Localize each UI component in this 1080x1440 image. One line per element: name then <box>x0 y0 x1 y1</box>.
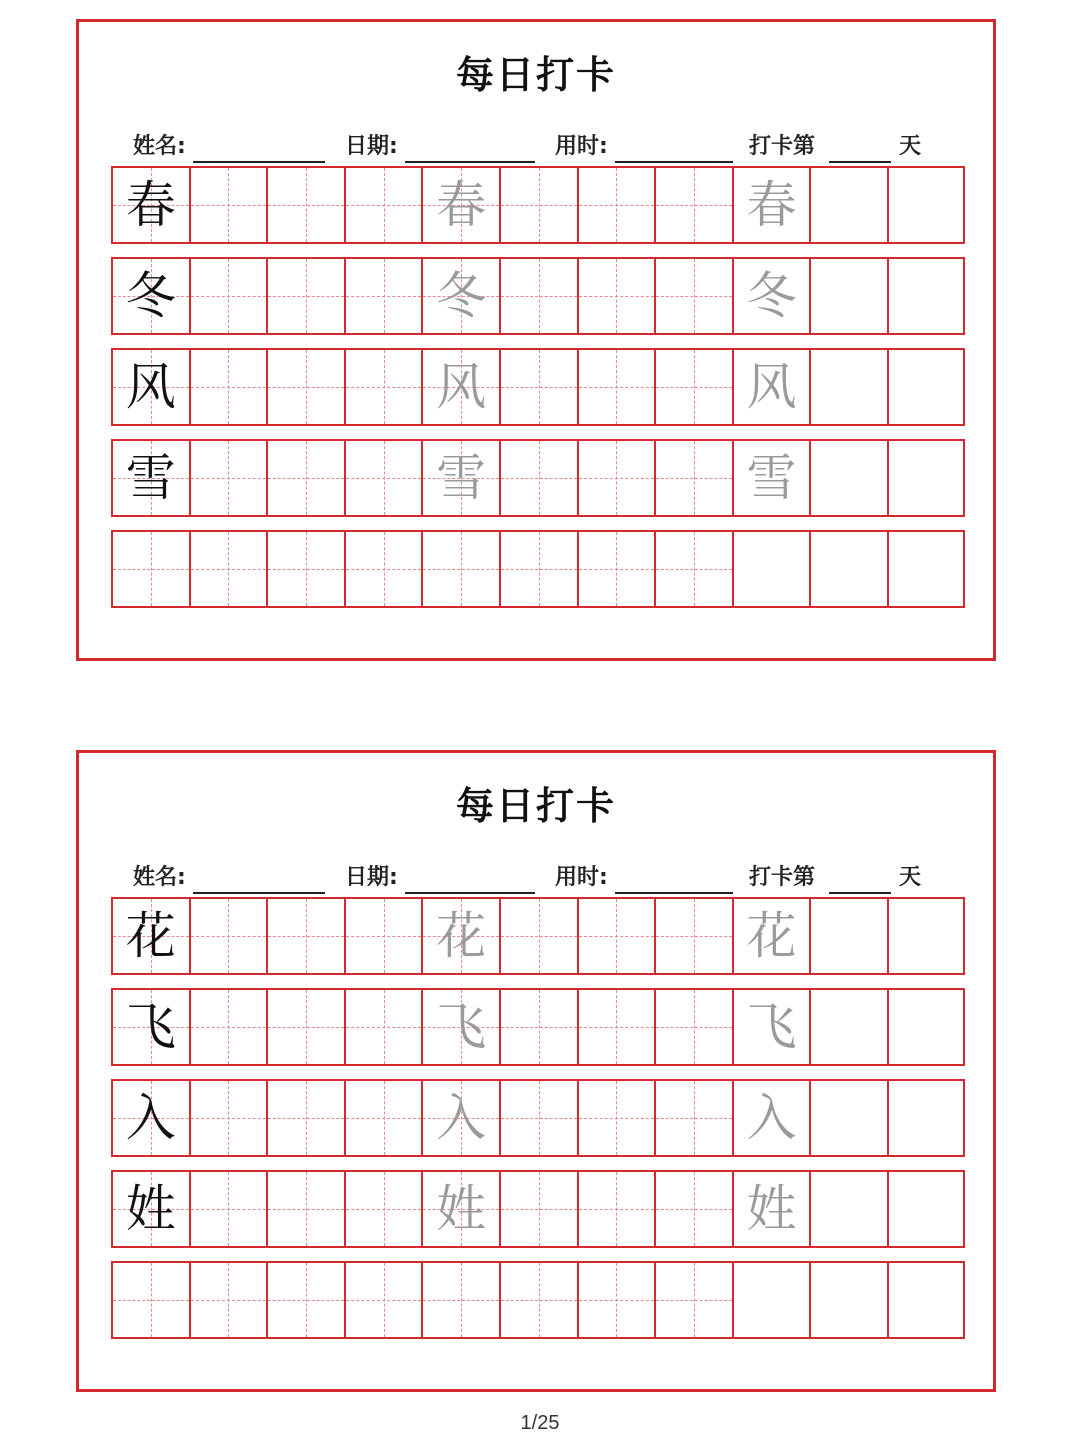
vertical-guide-line <box>616 259 617 333</box>
trace-character: 风 <box>746 358 797 416</box>
worksheet-2 <box>76 750 996 1392</box>
writing-cell[interactable] <box>734 350 812 424</box>
writing-cell[interactable] <box>191 1263 269 1337</box>
vertical-guide-line <box>616 1172 617 1246</box>
writing-cell[interactable] <box>423 990 501 1064</box>
writing-cell[interactable] <box>889 1081 967 1155</box>
writing-cell[interactable] <box>656 259 734 333</box>
writing-cell[interactable] <box>113 532 191 606</box>
writing-cell[interactable] <box>734 899 812 973</box>
checkin-field <box>749 125 949 165</box>
writing-cell[interactable] <box>889 350 967 424</box>
writing-cell[interactable] <box>501 1172 579 1246</box>
vertical-guide-line <box>461 1263 462 1337</box>
name-blank-line[interactable] <box>193 892 325 894</box>
vertical-guide-line <box>384 532 385 606</box>
vertical-guide-line <box>539 532 540 606</box>
date-field <box>345 856 545 896</box>
writing-cell[interactable] <box>191 1081 269 1155</box>
vertical-guide-line <box>306 259 307 333</box>
vertical-guide-line <box>228 990 229 1064</box>
vertical-guide-line <box>694 990 695 1064</box>
model-character: 入 <box>125 1089 176 1147</box>
writing-cell[interactable] <box>656 990 734 1064</box>
vertical-guide-line <box>539 990 540 1064</box>
writing-cell[interactable] <box>191 899 269 973</box>
vertical-guide-line <box>151 532 152 606</box>
writing-cell[interactable] <box>579 1172 657 1246</box>
writing-cell[interactable] <box>501 899 579 973</box>
time-blank-line[interactable] <box>615 161 733 163</box>
writing-cell[interactable] <box>579 899 657 973</box>
writing-cell[interactable] <box>811 1081 889 1155</box>
writing-cell[interactable] <box>268 441 346 515</box>
name-label: 姓名: <box>133 865 186 890</box>
vertical-guide-line <box>461 532 462 606</box>
vertical-guide-line <box>539 259 540 333</box>
writing-cell[interactable] <box>889 168 967 242</box>
vertical-guide-line <box>384 441 385 515</box>
date-blank-line[interactable] <box>405 161 535 163</box>
vertical-guide-line <box>151 1263 152 1337</box>
practice-row <box>111 988 965 1066</box>
writing-cell[interactable] <box>346 532 424 606</box>
vertical-guide-line <box>694 350 695 424</box>
practice-row <box>111 166 965 244</box>
writing-cell[interactable] <box>811 350 889 424</box>
vertical-guide-line <box>694 259 695 333</box>
writing-cell[interactable] <box>268 532 346 606</box>
vertical-guide-line <box>228 532 229 606</box>
vertical-guide-line <box>228 1081 229 1155</box>
writing-cell[interactable] <box>811 1172 889 1246</box>
writing-cell[interactable] <box>656 1263 734 1337</box>
time-blank-line[interactable] <box>615 892 733 894</box>
writing-cell[interactable] <box>346 259 424 333</box>
name-blank-line[interactable] <box>193 161 325 163</box>
vertical-guide-line <box>228 168 229 242</box>
writing-cell[interactable] <box>889 1263 967 1337</box>
writing-cell[interactable] <box>656 441 734 515</box>
model-character: 雪 <box>125 449 176 507</box>
vertical-guide-line <box>694 1081 695 1155</box>
writing-cell[interactable] <box>268 350 346 424</box>
vertical-guide-line <box>694 168 695 242</box>
writing-cell[interactable] <box>734 990 812 1064</box>
vertical-guide-line <box>616 350 617 424</box>
writing-cell[interactable] <box>268 990 346 1064</box>
writing-cell[interactable] <box>889 899 967 973</box>
writing-cell[interactable] <box>191 441 269 515</box>
vertical-guide-line <box>694 899 695 973</box>
writing-cell[interactable] <box>889 441 967 515</box>
vertical-guide-line <box>539 899 540 973</box>
trace-character: 花 <box>436 907 487 965</box>
writing-cell[interactable] <box>501 259 579 333</box>
writing-cell[interactable] <box>811 899 889 973</box>
name-field <box>133 125 333 165</box>
name-label: 姓名: <box>133 134 186 159</box>
writing-cell[interactable] <box>113 441 191 515</box>
time-field <box>555 125 755 165</box>
vertical-guide-line <box>384 899 385 973</box>
trace-character: 雪 <box>436 449 487 507</box>
writing-cell[interactable] <box>579 441 657 515</box>
writing-cell[interactable] <box>734 1081 812 1155</box>
day-suffix: 天 <box>899 134 922 159</box>
vertical-guide-line <box>228 441 229 515</box>
writing-cell[interactable] <box>889 1172 967 1246</box>
trace-character: 姓 <box>746 1180 797 1238</box>
writing-cell[interactable] <box>423 441 501 515</box>
vertical-guide-line <box>306 532 307 606</box>
writing-cell[interactable] <box>268 899 346 973</box>
writing-cell[interactable] <box>423 1263 501 1337</box>
trace-character: 春 <box>746 176 797 234</box>
writing-cell[interactable] <box>579 532 657 606</box>
trace-character: 花 <box>746 907 797 965</box>
page-indicator: 1/25 <box>520 1412 560 1434</box>
writing-cell[interactable] <box>423 350 501 424</box>
writing-cell[interactable] <box>113 990 191 1064</box>
writing-cell[interactable] <box>501 350 579 424</box>
writing-cell[interactable] <box>579 1081 657 1155</box>
time-field <box>555 856 755 896</box>
model-character: 花 <box>125 907 176 965</box>
trace-character: 冬 <box>436 267 487 325</box>
vertical-guide-line <box>384 1081 385 1155</box>
writing-cell[interactable] <box>501 1081 579 1155</box>
writing-cell[interactable] <box>501 990 579 1064</box>
writing-cell[interactable] <box>889 532 967 606</box>
vertical-guide-line <box>616 1263 617 1337</box>
vertical-guide-line <box>616 990 617 1064</box>
checkin-blank-line[interactable] <box>829 892 891 894</box>
practice-grid <box>111 897 965 1352</box>
writing-cell[interactable] <box>889 259 967 333</box>
model-character: 春 <box>125 176 176 234</box>
practice-row <box>111 439 965 517</box>
vertical-guide-line <box>616 441 617 515</box>
model-character: 冬 <box>125 267 176 325</box>
checkin-label: 打卡第 <box>749 134 816 159</box>
writing-cell[interactable] <box>191 1172 269 1246</box>
date-field <box>345 125 545 165</box>
checkin-label: 打卡第 <box>749 865 816 890</box>
writing-cell[interactable] <box>113 1263 191 1337</box>
model-character: 飞 <box>125 998 176 1056</box>
worksheet-title: 每日打卡 <box>455 53 616 97</box>
date-label: 日期: <box>345 865 398 890</box>
trace-character: 姓 <box>436 1180 487 1238</box>
vertical-guide-line <box>694 532 695 606</box>
vertical-guide-line <box>539 1081 540 1155</box>
writing-cell[interactable] <box>579 259 657 333</box>
writing-cell[interactable] <box>501 168 579 242</box>
writing-cell[interactable] <box>734 1263 812 1337</box>
vertical-guide-line <box>616 1081 617 1155</box>
writing-cell[interactable] <box>579 350 657 424</box>
vertical-guide-line <box>694 1263 695 1337</box>
model-character: 姓 <box>125 1180 176 1238</box>
vertical-guide-line <box>384 1263 385 1337</box>
time-label: 用时: <box>555 865 608 890</box>
info-row <box>79 125 993 165</box>
vertical-guide-line <box>384 1172 385 1246</box>
practice-grid <box>111 166 965 621</box>
practice-row <box>111 897 965 975</box>
date-blank-line[interactable] <box>405 892 535 894</box>
writing-cell[interactable] <box>656 899 734 973</box>
vertical-guide-line <box>694 441 695 515</box>
trace-character: 飞 <box>436 998 487 1056</box>
trace-character: 雪 <box>746 449 797 507</box>
writing-cell[interactable] <box>423 532 501 606</box>
trace-character: 入 <box>746 1089 797 1147</box>
vertical-guide-line <box>228 1263 229 1337</box>
date-label: 日期: <box>345 134 398 159</box>
vertical-guide-line <box>694 1172 695 1246</box>
writing-cell[interactable] <box>191 990 269 1064</box>
vertical-guide-line <box>306 168 307 242</box>
writing-cell[interactable] <box>656 168 734 242</box>
vertical-guide-line <box>228 350 229 424</box>
vertical-guide-line <box>539 441 540 515</box>
worksheet-title: 每日打卡 <box>455 784 616 828</box>
practice-row <box>111 530 965 608</box>
writing-cell[interactable] <box>268 168 346 242</box>
vertical-guide-line <box>306 1263 307 1337</box>
trace-character: 飞 <box>746 998 797 1056</box>
vertical-guide-line <box>539 1263 540 1337</box>
writing-cell[interactable] <box>191 168 269 242</box>
writing-cell[interactable] <box>113 350 191 424</box>
writing-cell[interactable] <box>113 899 191 973</box>
writing-cell[interactable] <box>734 168 812 242</box>
checkin-blank-line[interactable] <box>829 161 891 163</box>
writing-cell[interactable] <box>579 1263 657 1337</box>
writing-cell[interactable] <box>113 1081 191 1155</box>
worksheet-1 <box>76 19 996 661</box>
writing-cell[interactable] <box>346 899 424 973</box>
writing-cell[interactable] <box>423 259 501 333</box>
practice-row <box>111 1170 965 1248</box>
writing-cell[interactable] <box>423 1172 501 1246</box>
writing-cell[interactable] <box>268 259 346 333</box>
writing-cell[interactable] <box>268 1263 346 1337</box>
writing-cell[interactable] <box>113 259 191 333</box>
writing-cell[interactable] <box>423 168 501 242</box>
writing-cell[interactable] <box>346 1263 424 1337</box>
vertical-guide-line <box>384 990 385 1064</box>
trace-character: 春 <box>436 176 487 234</box>
writing-cell[interactable] <box>346 168 424 242</box>
practice-row <box>111 1261 965 1339</box>
writing-cell[interactable] <box>268 1172 346 1246</box>
writing-cell[interactable] <box>268 1081 346 1155</box>
writing-cell[interactable] <box>811 441 889 515</box>
writing-cell[interactable] <box>191 259 269 333</box>
writing-cell[interactable] <box>889 990 967 1064</box>
writing-cell[interactable] <box>579 168 657 242</box>
checkin-field <box>749 856 949 896</box>
vertical-guide-line <box>616 532 617 606</box>
vertical-guide-line <box>539 168 540 242</box>
vertical-guide-line <box>306 1172 307 1246</box>
writing-cell[interactable] <box>346 1081 424 1155</box>
vertical-guide-line <box>306 1081 307 1155</box>
writing-cell[interactable] <box>191 350 269 424</box>
writing-cell[interactable] <box>734 1172 812 1246</box>
time-label: 用时: <box>555 134 608 159</box>
writing-cell[interactable] <box>811 990 889 1064</box>
writing-cell[interactable] <box>346 990 424 1064</box>
writing-cell[interactable] <box>656 532 734 606</box>
practice-row <box>111 348 965 426</box>
practice-row <box>111 1079 965 1157</box>
vertical-guide-line <box>228 259 229 333</box>
vertical-guide-line <box>306 899 307 973</box>
writing-cell[interactable] <box>734 441 812 515</box>
writing-cell[interactable] <box>113 1172 191 1246</box>
trace-character: 入 <box>436 1089 487 1147</box>
vertical-guide-line <box>306 990 307 1064</box>
vertical-guide-line <box>228 899 229 973</box>
writing-cell[interactable] <box>191 532 269 606</box>
vertical-guide-line <box>306 441 307 515</box>
vertical-guide-line <box>616 168 617 242</box>
writing-cell[interactable] <box>346 441 424 515</box>
vertical-guide-line <box>384 259 385 333</box>
trace-character: 冬 <box>746 267 797 325</box>
writing-cell[interactable] <box>346 350 424 424</box>
writing-cell[interactable] <box>734 532 812 606</box>
vertical-guide-line <box>306 350 307 424</box>
writing-cell[interactable] <box>501 1263 579 1337</box>
writing-cell[interactable] <box>113 168 191 242</box>
vertical-guide-line <box>384 168 385 242</box>
model-character: 风 <box>125 358 176 416</box>
vertical-guide-line <box>539 1172 540 1246</box>
writing-cell[interactable] <box>346 1172 424 1246</box>
vertical-guide-line <box>539 350 540 424</box>
name-field <box>133 856 333 896</box>
writing-cell[interactable] <box>656 1172 734 1246</box>
writing-cell[interactable] <box>423 1081 501 1155</box>
writing-cell[interactable] <box>501 441 579 515</box>
writing-cell[interactable] <box>811 168 889 242</box>
writing-cell[interactable] <box>579 990 657 1064</box>
vertical-guide-line <box>384 350 385 424</box>
vertical-guide-line <box>228 1172 229 1246</box>
info-row <box>79 856 993 896</box>
writing-cell[interactable] <box>656 1081 734 1155</box>
trace-character: 风 <box>436 358 487 416</box>
writing-cell[interactable] <box>656 350 734 424</box>
day-suffix: 天 <box>899 865 922 890</box>
writing-cell[interactable] <box>811 1263 889 1337</box>
writing-cell[interactable] <box>811 532 889 606</box>
writing-cell[interactable] <box>811 259 889 333</box>
practice-row <box>111 257 965 335</box>
writing-cell[interactable] <box>423 899 501 973</box>
writing-cell[interactable] <box>501 532 579 606</box>
vertical-guide-line <box>616 899 617 973</box>
writing-cell[interactable] <box>734 259 812 333</box>
